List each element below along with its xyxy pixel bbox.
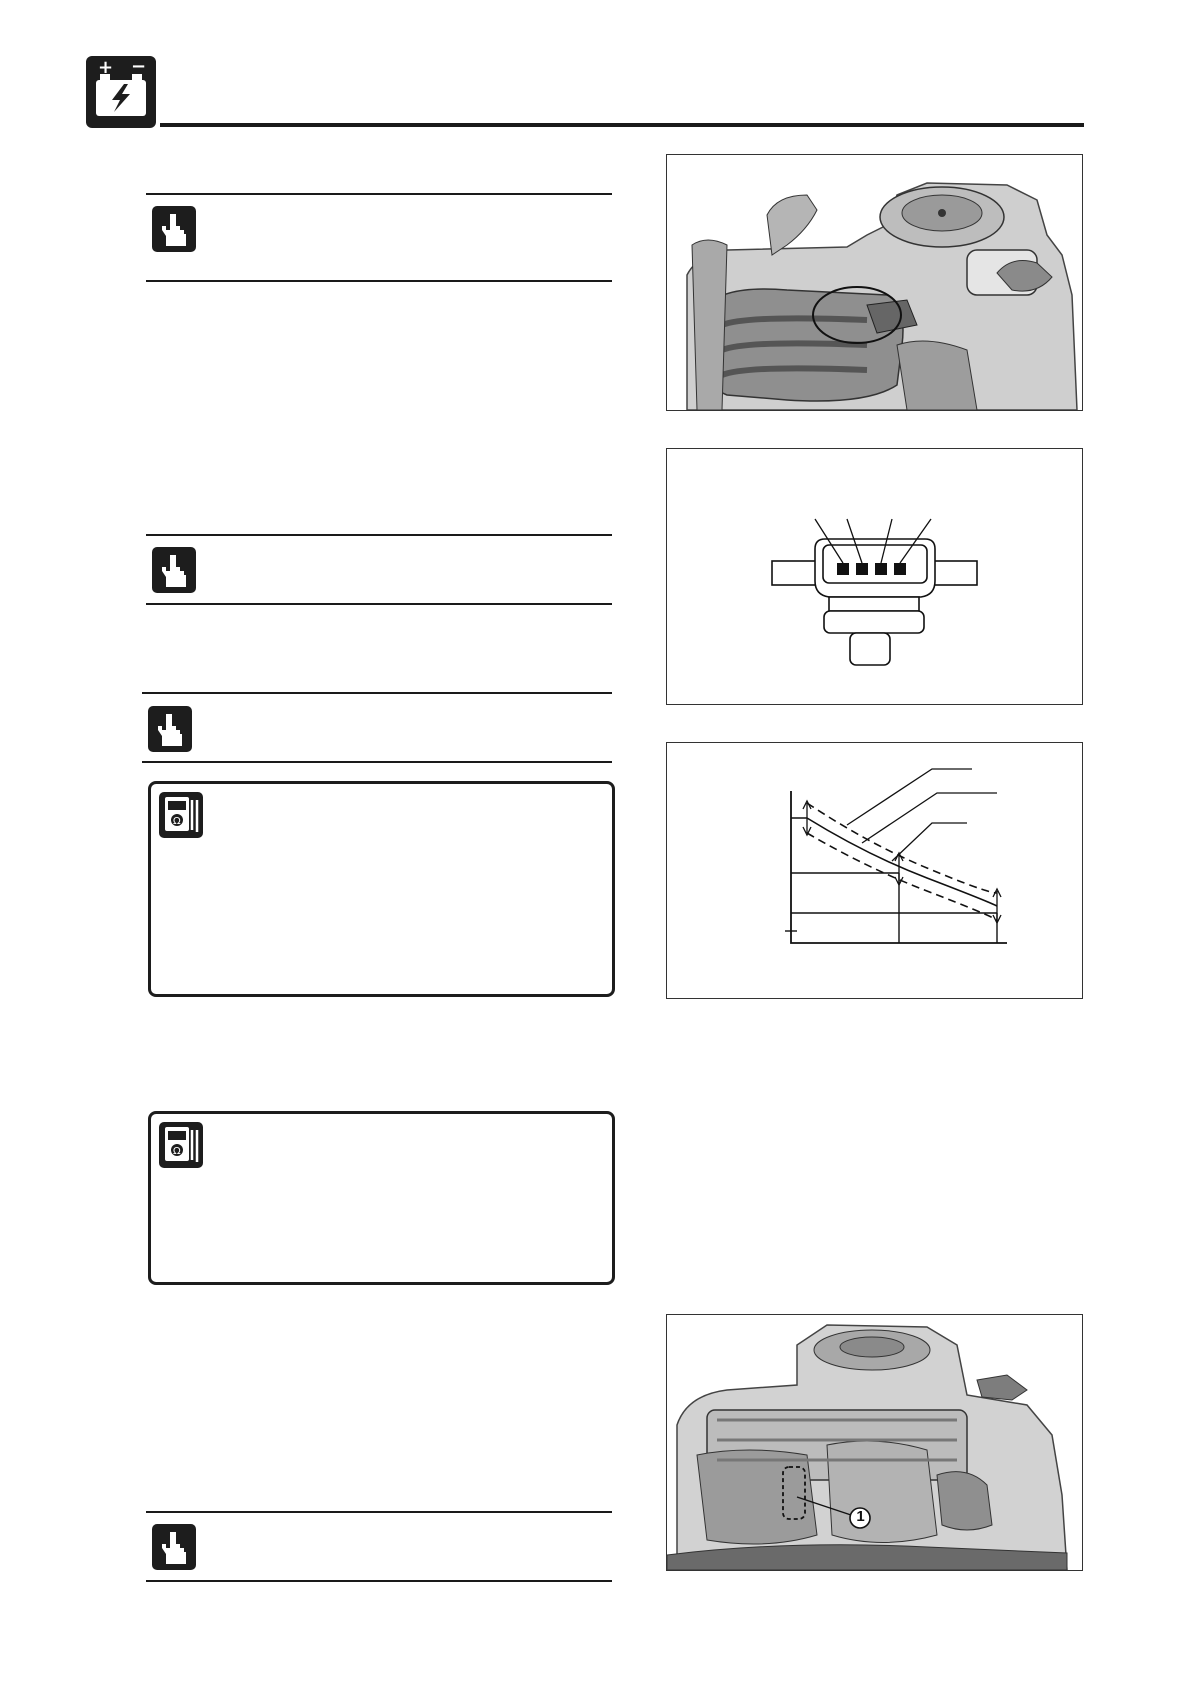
- note-top-rule: [142, 692, 612, 694]
- svg-text:Ω: Ω: [173, 1146, 181, 1157]
- sensor-connector-diagram: [667, 449, 1082, 704]
- callout-number: 1: [856, 1508, 865, 1525]
- engine-side-view-figure: [666, 1314, 1083, 1571]
- engine-top-view-illustration: [667, 155, 1082, 410]
- header-rule: [160, 123, 1084, 127]
- svg-text:Ω: Ω: [173, 816, 181, 827]
- note-top-rule: [146, 534, 612, 536]
- pointing-hand-icon: [152, 1524, 196, 1570]
- multimeter-icon: [159, 792, 203, 838]
- multimeter-icon: [159, 1122, 203, 1168]
- note-top-rule: [146, 1511, 612, 1513]
- engine-top-view-figure: [666, 154, 1083, 411]
- note-bottom-rule: [146, 280, 612, 282]
- note-bottom-rule: [146, 603, 612, 605]
- specification-box: [148, 781, 615, 997]
- connector-figure: [666, 448, 1083, 705]
- engine-side-view-illustration: [667, 1315, 1082, 1570]
- battery-electrical-icon: [86, 56, 156, 128]
- svg-text:+: +: [98, 57, 114, 78]
- note-top-rule: [146, 193, 612, 195]
- characteristic-curve-graph: [667, 743, 1082, 998]
- svg-text:−: −: [131, 56, 147, 77]
- pointing-hand-icon: [152, 206, 196, 252]
- pointing-hand-icon: [152, 547, 196, 593]
- characteristic-graph-figure: [666, 742, 1083, 999]
- note-bottom-rule: [146, 1580, 612, 1582]
- note-bottom-rule: [142, 761, 612, 763]
- specification-box: [148, 1111, 615, 1285]
- pointing-hand-icon: [148, 706, 192, 752]
